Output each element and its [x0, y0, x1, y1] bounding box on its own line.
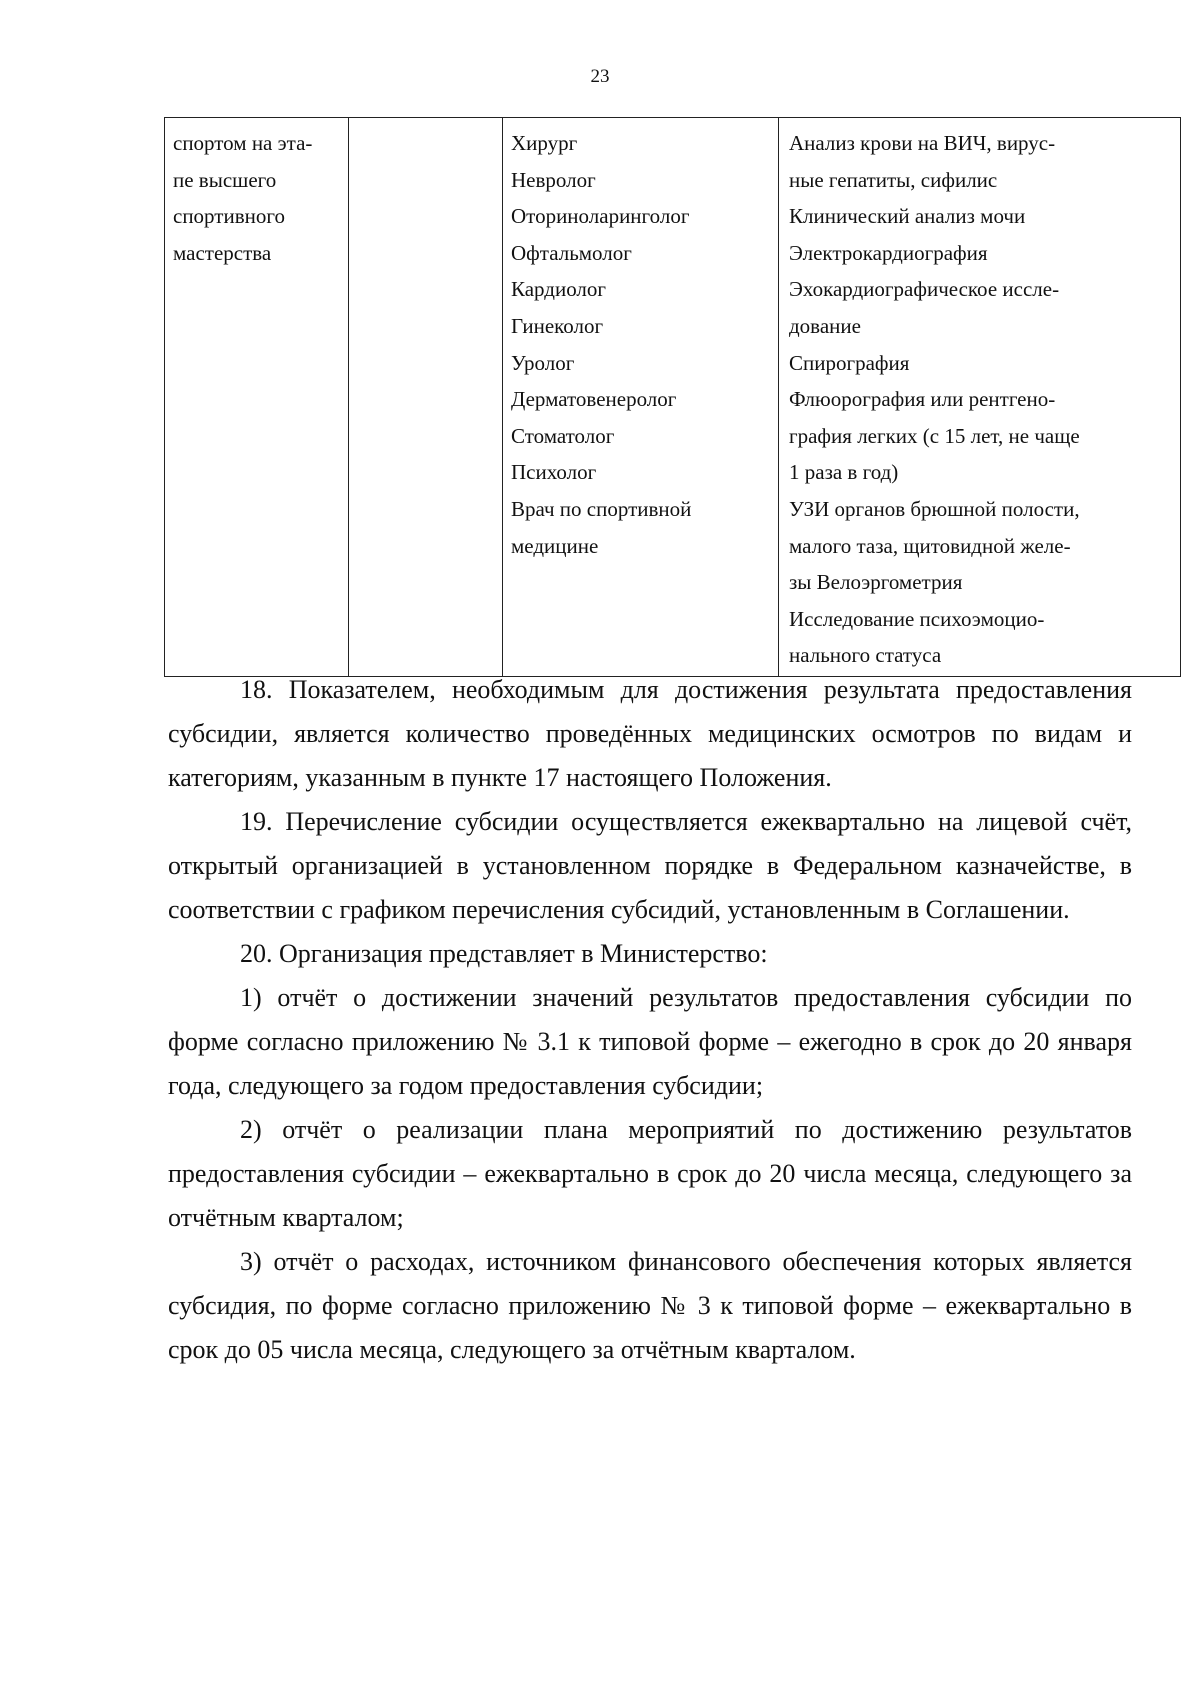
test-line: Исследование психоэмоцио-: [789, 606, 1045, 631]
body-text: [168, 668, 1132, 1372]
category-line: спортом на эта-: [173, 131, 313, 155]
tests-cell: [779, 118, 1181, 677]
test-line: Флюорография или рентгено-: [789, 387, 1056, 412]
specialist-line: Врач по спортивной: [511, 496, 692, 521]
specialist-line: Стоматолог: [511, 423, 615, 448]
category-line: спортивного: [173, 204, 285, 229]
category-line: пе высшего: [173, 167, 277, 192]
specialist-line: Оториноларинголог: [511, 204, 690, 229]
test-line: нального статуса: [789, 643, 942, 668]
paragraph-20-item-1: 1) отчёт о достижении значений результатов предоставления субсидии по форме согласно приложению № 3.1 к типовой форме – ежегодно в срок до 20 января года, следующего за годом предоставления субсидии;: [168, 983, 1132, 1100]
test-line: ные гепатиты, сифилис: [789, 167, 998, 192]
specialist-line: медицине: [511, 533, 599, 558]
category-line: мастерства: [173, 240, 272, 265]
empty-cell: [349, 118, 503, 677]
specialist-line: Офтальмолог: [511, 240, 632, 265]
paragraph-19: 19. Перечисление субсидии осуществляется ежеквартально на лицевой счёт, открытый организацией в установленном порядке в Федеральном казначействе, в соответствии с графиком перечисления субсидий, установленным в Соглашении.: [168, 807, 1132, 924]
specialists-cell: [503, 118, 779, 677]
page-number: 23: [590, 66, 610, 87]
test-line: графия легких (с 15 лет, не чаще: [789, 423, 1080, 448]
specialist-line: Хирург: [511, 131, 578, 155]
specialist-line: Кардиолог: [511, 277, 607, 302]
test-line: Клинический анализ мочи: [789, 204, 1026, 229]
test-line: Анализ крови на ВИЧ, вирус-: [789, 131, 1056, 155]
test-line: дование: [789, 313, 861, 338]
specialist-line: Дерматовенеролог: [511, 387, 677, 412]
test-line: Эхокардиографическое иссле-: [789, 277, 1060, 302]
test-line: УЗИ органов брюшной полости,: [789, 496, 1080, 521]
specialist-line: Невролог: [511, 167, 596, 192]
test-line: 1 раза в год): [789, 460, 899, 485]
examination-table: [164, 117, 1181, 677]
paragraph-20-item-3: 3) отчёт о расходах, источником финансового обеспечения которых является субсидия, по форме согласно приложению № 3 к типовой форме – ежеквартально в срок до 05 числа месяца, следующего за отчётным кварталом.: [168, 1247, 1132, 1364]
test-line: Спирография: [789, 350, 910, 375]
specialist-line: Гинеколог: [511, 313, 604, 338]
paragraph-20: 20. Организация представляет в Министерство:: [240, 939, 768, 968]
test-line: малого таза, щитовидной желе-: [789, 533, 1071, 558]
test-line: Электрокардиография: [789, 240, 988, 265]
test-line: зы Велоэргометрия: [789, 570, 963, 595]
paragraph-20-item-2: 2) отчёт о реализации плана мероприятий по достижению результатов предоставления субсидии – ежеквартально в срок до 20 числа месяца, следующего за отчётным кварталом;: [168, 1115, 1132, 1232]
paragraph-18: 18. Показателем, необходимым для достижения результата предоставления субсидии, является количество проведённых медицинских осмотров по видам и категориям, указанным в пункте 17 настоящего Положения.: [168, 675, 1132, 792]
specialist-line: Психолог: [511, 460, 597, 485]
category-cell: [165, 118, 349, 677]
specialist-line: Уролог: [511, 350, 575, 375]
table-row: [165, 118, 1181, 677]
